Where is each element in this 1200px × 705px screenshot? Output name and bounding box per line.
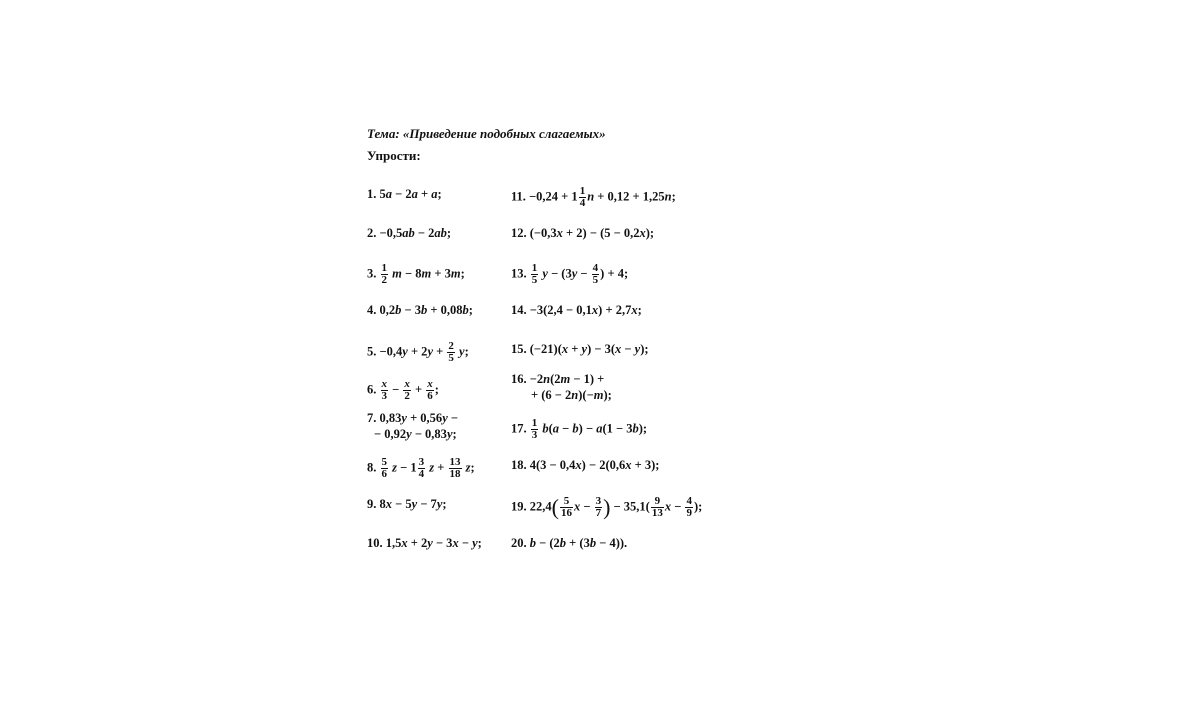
instruction: Упрости: — [367, 148, 421, 163]
exercise-11: 11. −0,24 + 1 $\frac{1}{4}$ n + 0,12 + 1,25n; — [511, 185, 676, 209]
exercise-4: 4. 0,2b − 3b + 0,08b; — [367, 303, 473, 317]
exercise-2: 2. −0,5ab − 2ab; — [367, 226, 452, 240]
exercise-20: 20. b − (2b + (3b − 4)). — [511, 536, 628, 550]
exercise-16: 16. −2n(2m − 1) + + (6 − 2n)(−m); — [511, 372, 612, 402]
topic-title: Тема: «Приведение подобных слагаемых» — [367, 126, 606, 141]
exercise-17: 17. $\frac{1}{3}$ b(a − b) − a(1 − 3b); — [511, 417, 648, 441]
exercise-6: 6. $\frac{x}{3}$ − $\frac{x}{2}$ + $\frac{x}{6}$ ; — [367, 378, 439, 402]
exercise-13: 13. $\frac{1}{5}$ y − (3y − $\frac{4}{5}$ ) + 4; — [511, 262, 629, 286]
exercise-7: 7. 0,83y + 0,56y − − 0,92y − 0,83y; — [367, 411, 458, 441]
exercise-9: 9. 8x − 5y − 7y; — [367, 497, 447, 511]
exercise-1: 1. 5a − 2a + a; — [367, 187, 442, 201]
exercise-5: 5. −0,4y + 2y + $\frac{2}{5}$ y; — [367, 340, 469, 364]
exercise-14: 14. −3(2,4 − 0,1x) + 2,7x; — [511, 303, 642, 317]
exercise-3: 3. $\frac{1}{2}$ m − 8m + 3m; — [367, 262, 465, 286]
exercise-10: 10. 1,5x + 2y − 3x − y; — [367, 536, 482, 550]
exercise-18: 18. 4(3 − 0,4x) − 2(0,6x + 3); — [511, 458, 660, 472]
exercise-12: 12. (−0,3x + 2) − (5 − 0,2x); — [511, 226, 655, 240]
exercise-8: 8. $\frac{5}{6}$ z − 1 $\frac{3}{4}$ z + $\frac{13}{18}$ z; — [367, 456, 475, 480]
exercise-15: 15. (−21)(x + y) − 3(x − y); — [511, 342, 649, 356]
exercise-19: 19. 22,4( $\frac{5}{16}$ x − $\frac{3}{7}$ ) − 35,1( $\frac{9}{13}$ x − $\frac{4}{9}$ ); — [511, 494, 703, 520]
